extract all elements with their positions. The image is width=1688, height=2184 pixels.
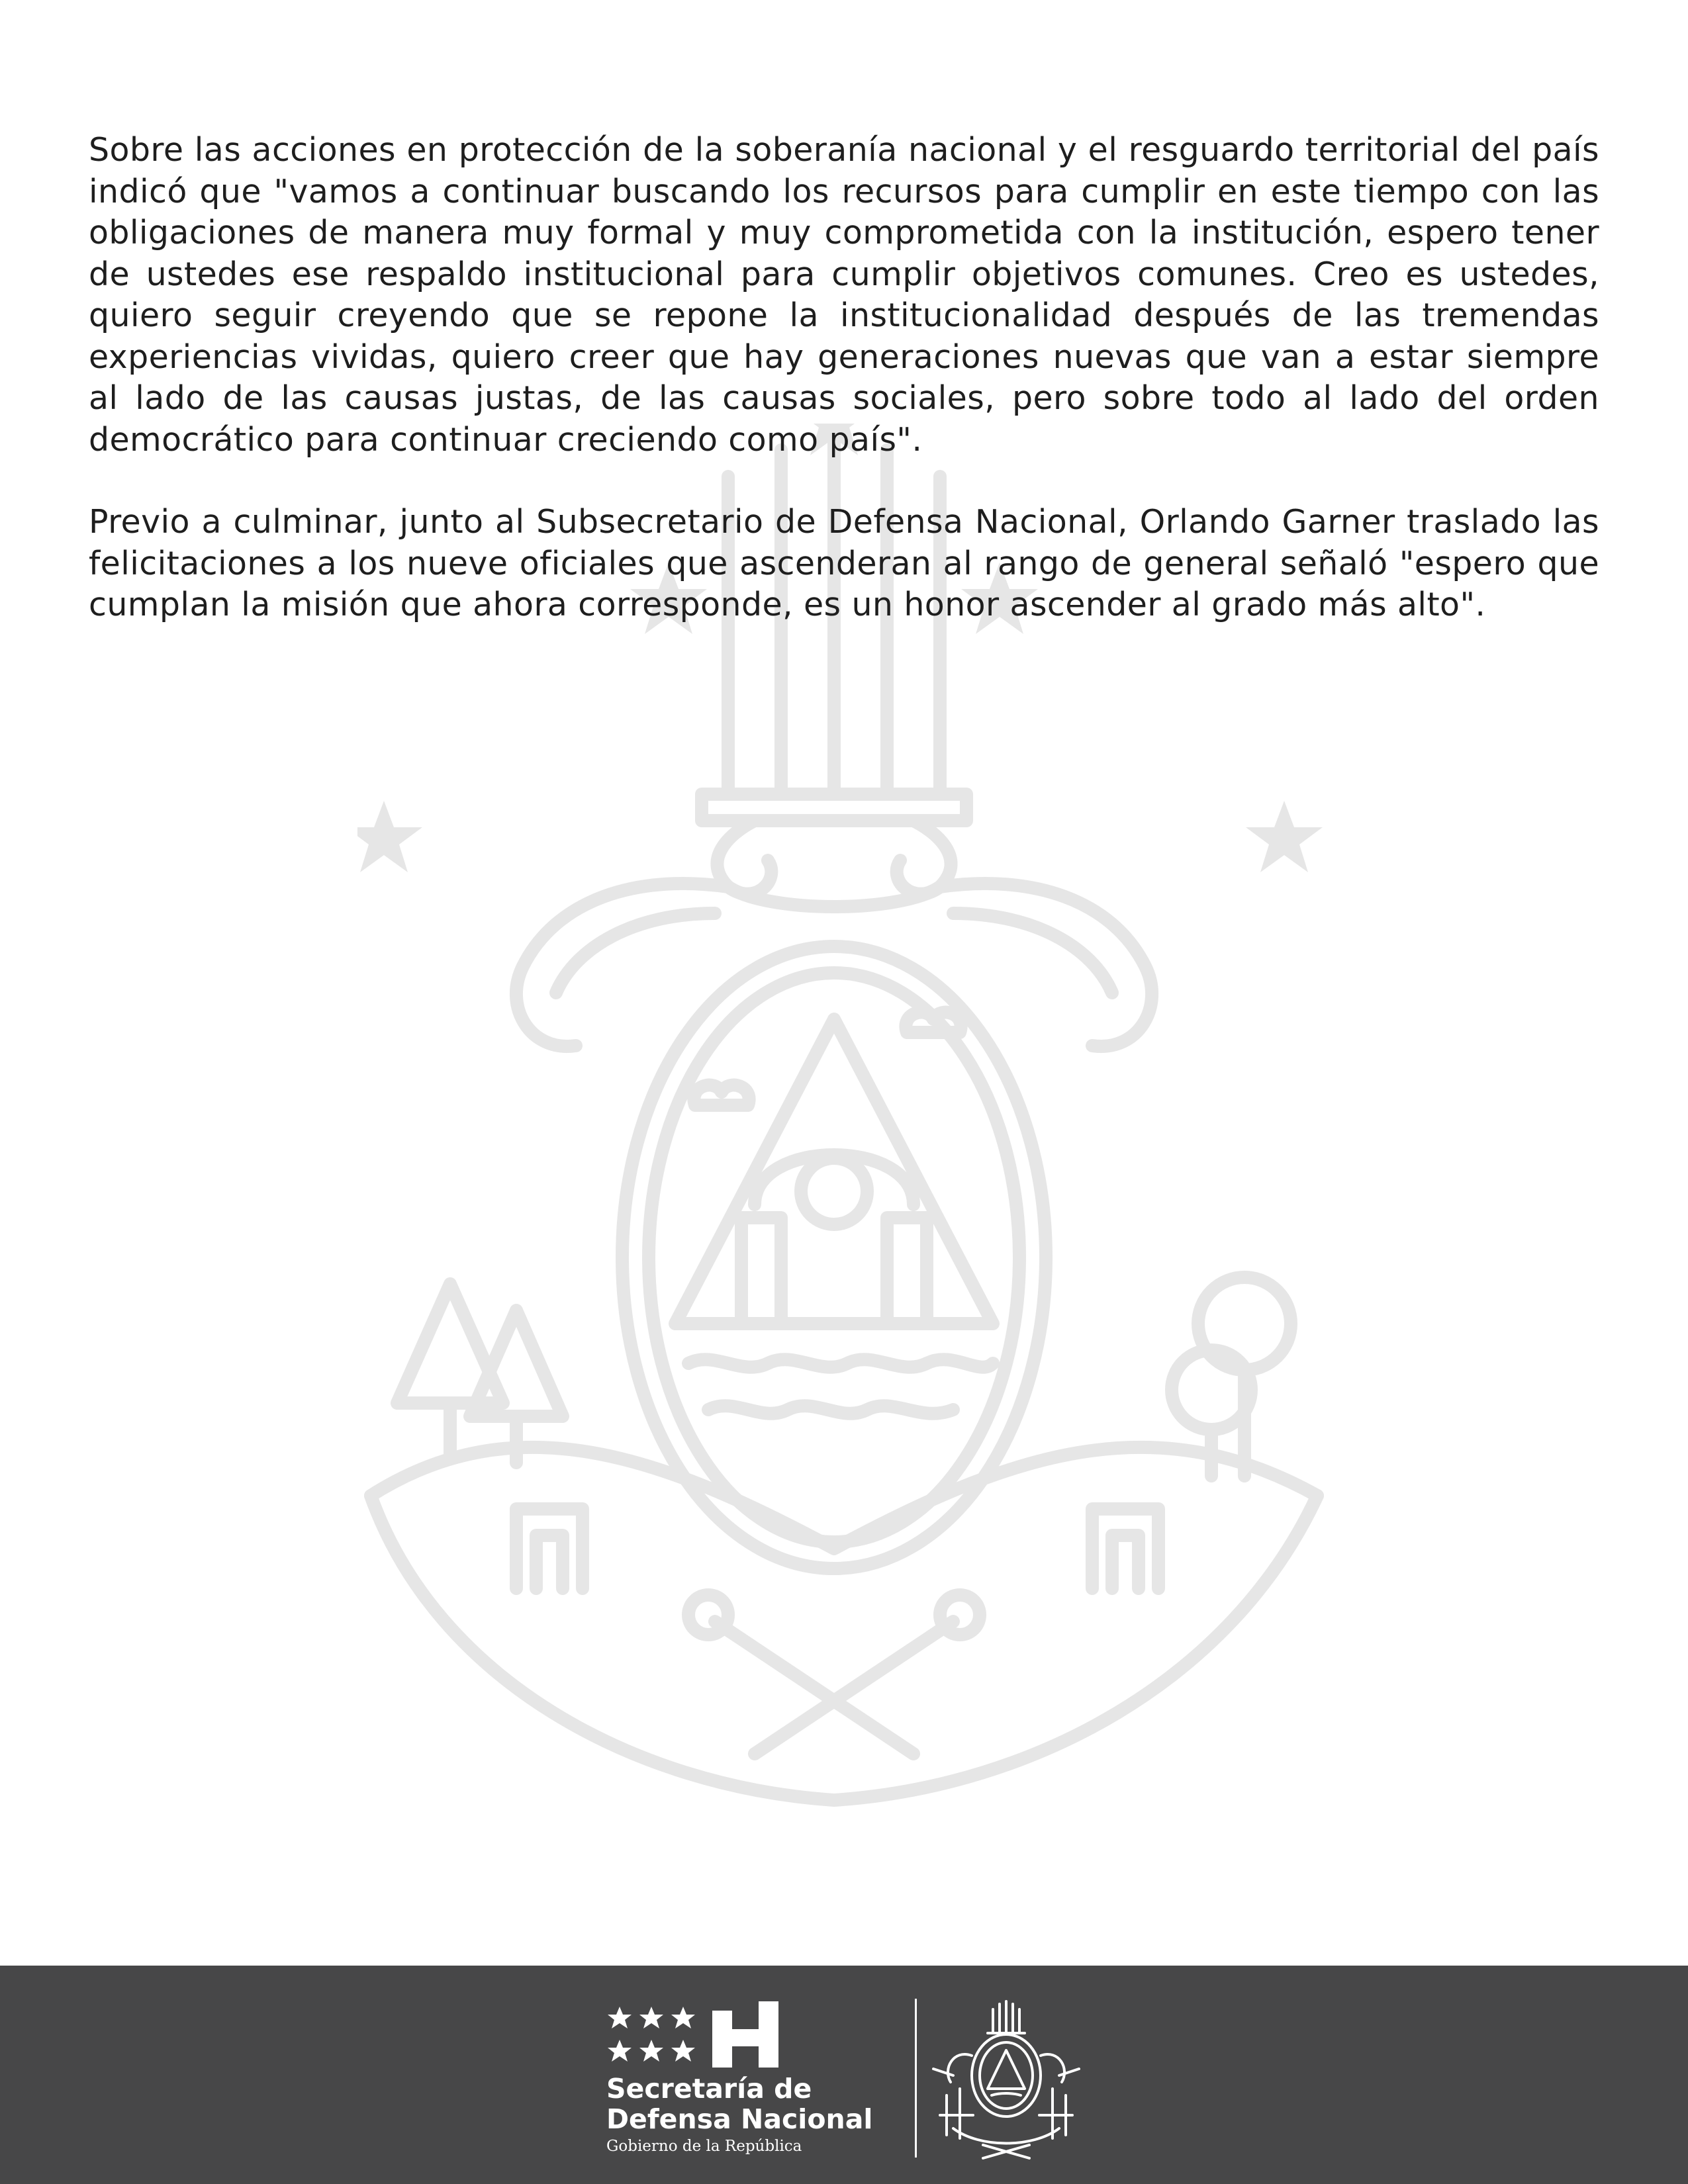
paragraph-2: Previo a culminar, junto al Subsecretario de Defensa Nacional, Orlando Garner traslado las felicitaciones a los nueve oficiales que ascenderan al rango de general señaló "espero que cumplan la misión que ahora corresponde, es un honor ascender al grado más alto". bbox=[89, 503, 1599, 623]
honduras-coat-of-arms-icon bbox=[927, 1996, 1086, 2161]
h-letter-icon bbox=[712, 2001, 785, 2068]
footer-band bbox=[0, 1966, 1688, 2184]
ministry-logo bbox=[606, 2001, 911, 2154]
government-subtitle: Gobierno de la República bbox=[606, 2138, 802, 2155]
five-stars-icon bbox=[606, 2004, 712, 2070]
footer-divider bbox=[915, 1999, 917, 2158]
paragraph-1: Sobre las acciones en protección de la soberanía nacional y el resguardo territorial del país indicó que "vamos a continuar buscando los recursos para cumplir en este tiempo con las obligaciones de manera muy formal y muy comprometida con la institución, espero tener de ustedes ese respaldo institucional para cumplir objetivos comunes. Creo es ustedes, quiero seguir creyendo que se repone la institucionalidad después de las tremendas experiencias vividas, quiero creer que hay generaciones nuevas que van a estar siempre al lado de las causas justas, de las causas sociales, pero sobre todo al lado del orden democrático para continuar creciendo como país". bbox=[89, 131, 1599, 459]
ministry-title-line2: Defensa Nacional bbox=[606, 2103, 873, 2135]
article-body bbox=[89, 130, 1599, 667]
ministry-title-line1: Secretaría de bbox=[606, 2073, 812, 2105]
